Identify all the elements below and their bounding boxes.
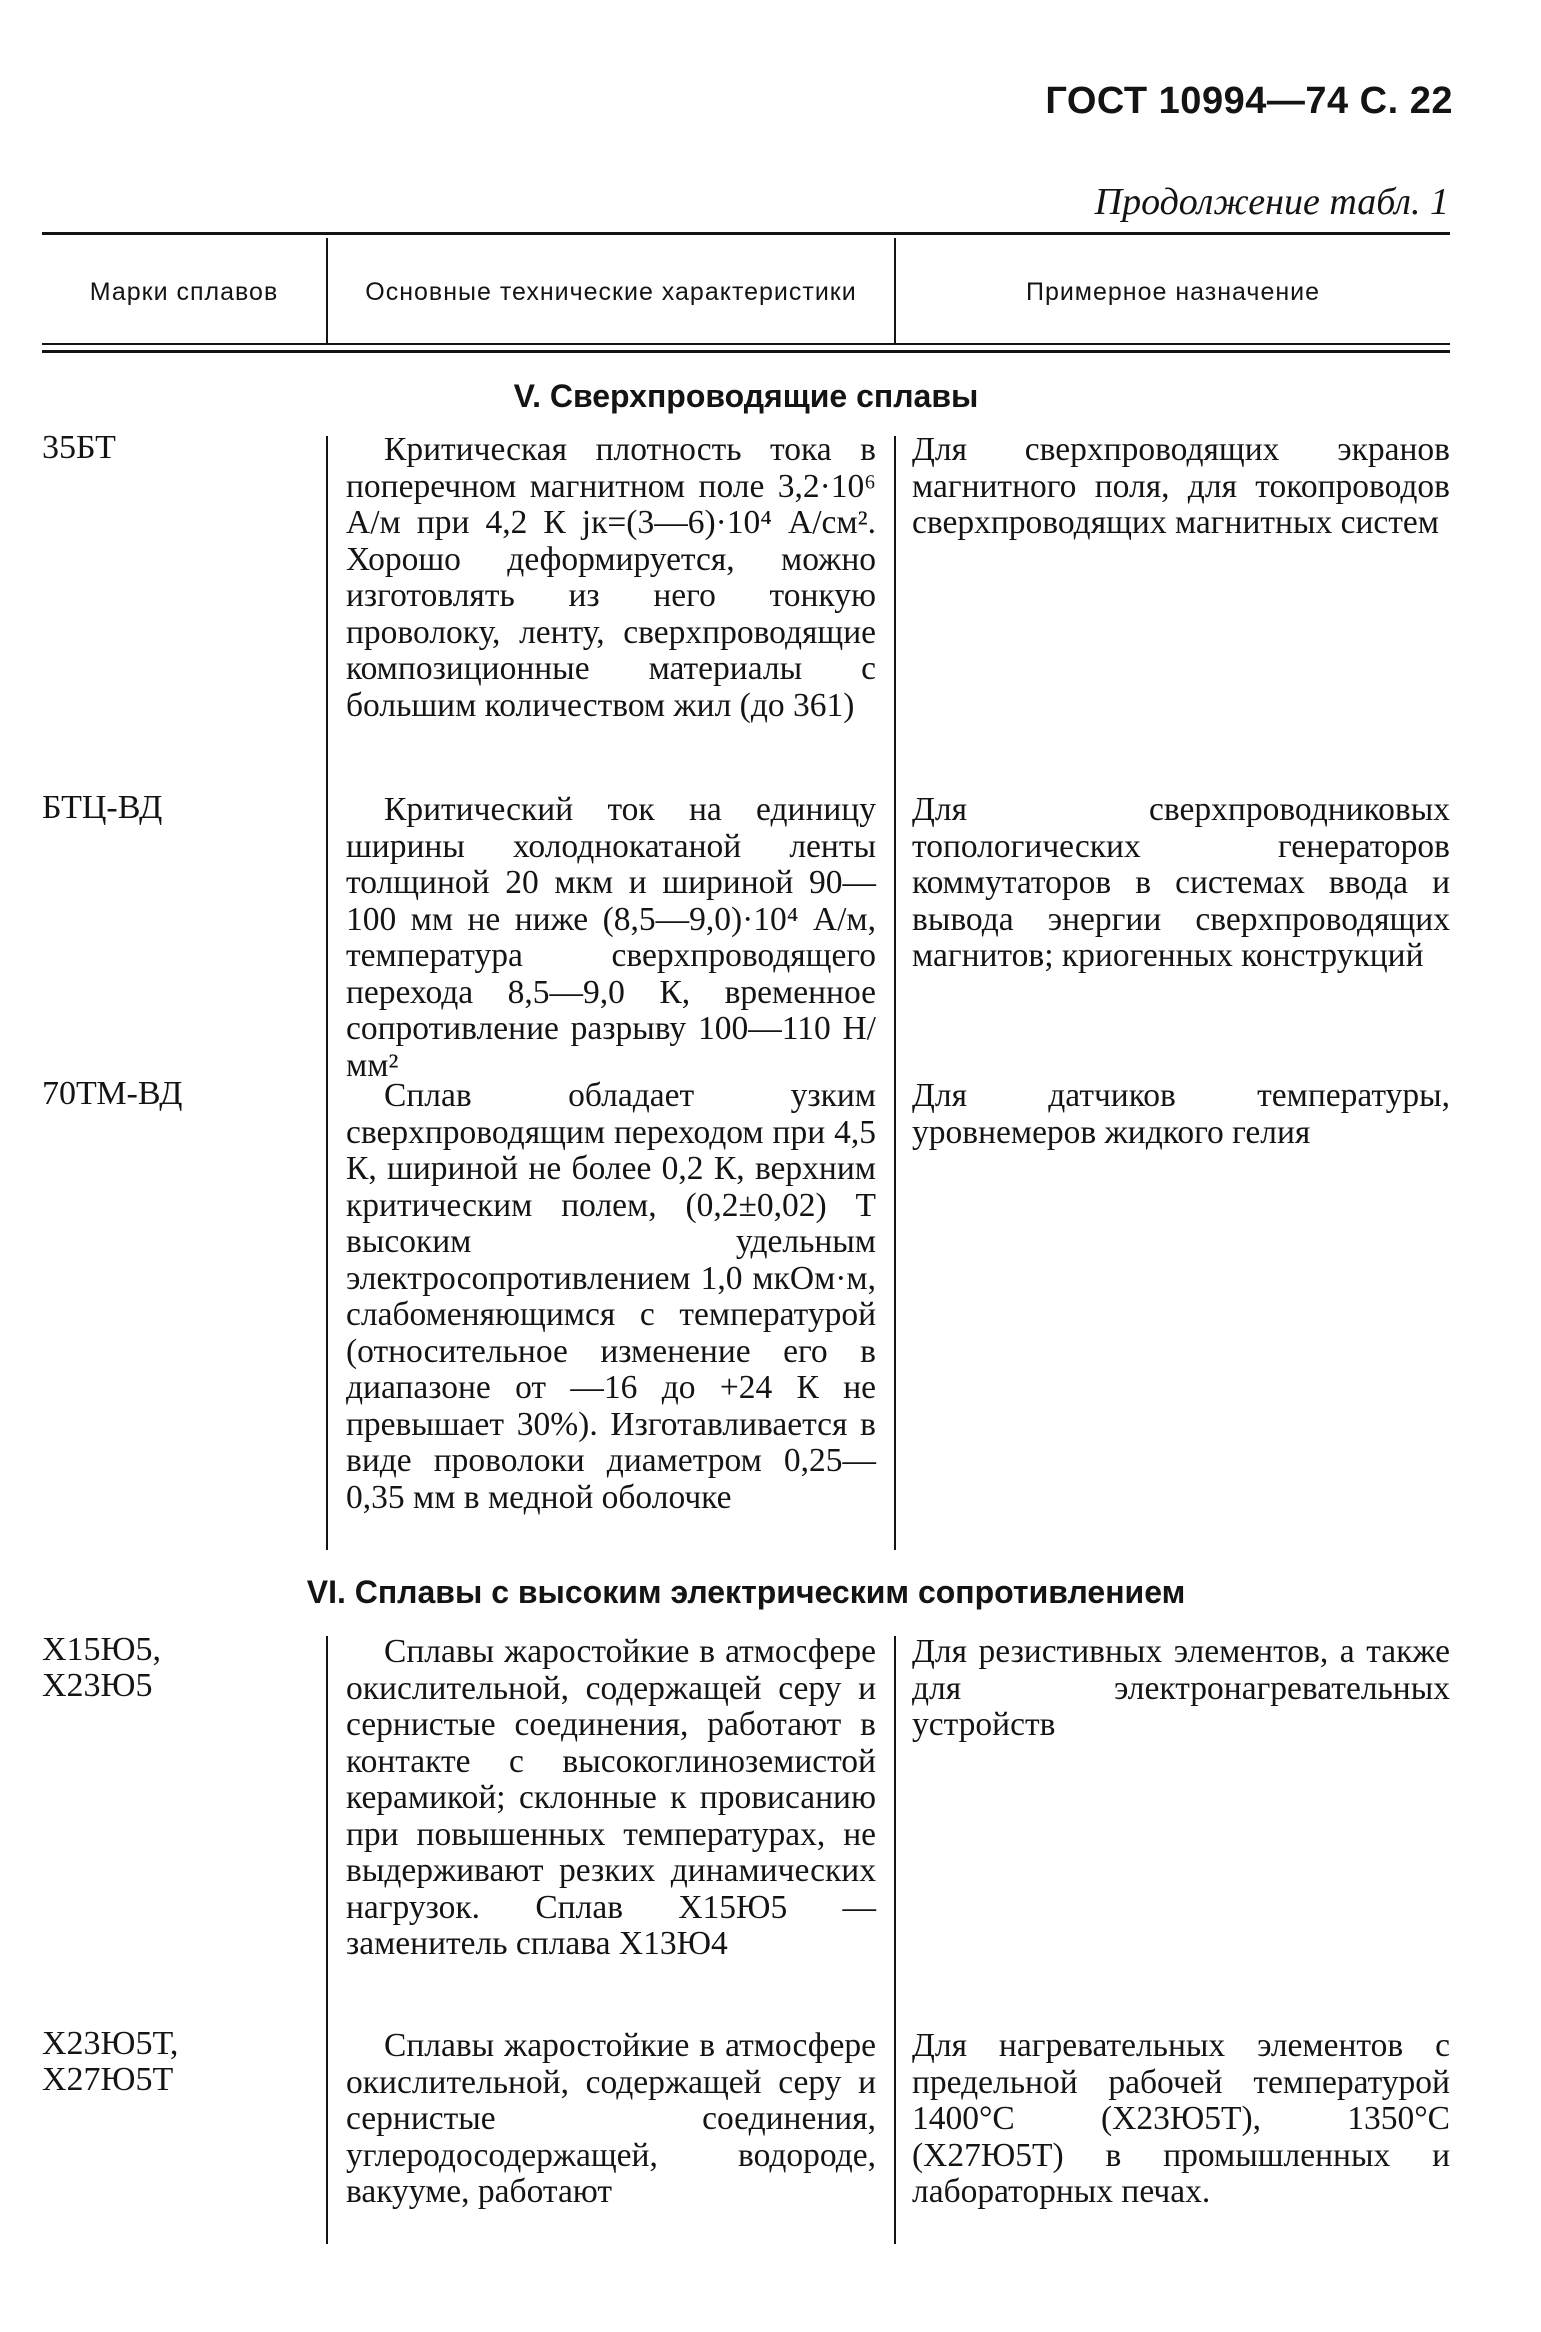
- column-divider-right: [894, 1636, 896, 2244]
- column-header-props: Основные технические характеристики: [365, 278, 857, 306]
- table-continuation-label: Продолжение табл. 1: [1094, 181, 1449, 223]
- alloy-grade: 35БТ: [42, 429, 116, 466]
- table-top-rule: [42, 232, 1450, 235]
- alloy-purpose: Для датчиков температуры, уровнемеров жидкого гелия: [912, 1077, 1450, 1151]
- alloy-properties: Критическая плотность тока в поперечном магнитном поле 3,2·10⁶ А/м при 4,2 К jк=(3—6)·10⁴ А/см². Хорошо деформируется, можно изготовлять из него тонкую проволоку, ленту, сверхпроводящие композиционные материалы с большим количеством жил (до 361): [346, 431, 876, 724]
- alloy-grade: БТЦ-ВД: [42, 789, 163, 826]
- header-divider-right: [894, 238, 896, 343]
- header-bottom-rule-double: [42, 350, 1450, 353]
- alloy-properties: Сплавы жаростойкие в атмосфере окислительной, содержащей серу и сернистые соединения, углеродосодержащей, водороде, вакууме, работают: [346, 2027, 876, 2210]
- alloy-properties: Сплав обладает узким сверхпроводящим переходом при 4,5 К, шириной не более 0,2 К, верхним критическим полем, (0,2±0,02) Т высоким удельным электросопротивлением 1,0 мкОм·м, слабоменяющимся с температурой (относительное изменение его в диапазоне от —16 до +24 К не превышает 30%). Изготавливается в виде проволоки диаметром 0,25—0,35 мм в медной оболочке: [346, 1077, 876, 1516]
- alloy-purpose: Для сверхпроводящих экранов магнитного поля, для токопроводов сверхпроводящих магнитных систем: [912, 431, 1450, 541]
- header-divider-left: [326, 238, 328, 343]
- alloy-grade: 70ТМ-ВД: [42, 1075, 183, 1112]
- column-divider-left: [326, 436, 328, 1550]
- alloy-purpose: Для сверхпроводниковых топологических генераторов коммутаторов в системах ввода и вывода энергии сверхпроводящих магнитов; криогенных конструкций: [912, 791, 1450, 974]
- column-header-use: Примерное назначение: [1025, 278, 1321, 306]
- page-header: ГОСТ 10994—74 С. 22: [1045, 80, 1453, 122]
- alloy-properties: Сплавы жаростойкие в атмосфере окислительной, содержащей серу и сернистые соединения, работают в контакте с высокоглиноземистой керамикой; склонные к провисанию при повышенных температурах, не выдерживают резких динамических нагрузок. Сплав Х15Ю5 — заменитель сплава Х13Ю4: [346, 1633, 876, 1962]
- alloy-grade: Х15Ю5, Х23Ю5: [42, 1631, 161, 1704]
- alloy-grade: Х23Ю5Т, Х27Ю5Т: [42, 2025, 179, 2098]
- section-title-high-resistance: VI. Сплавы с высоким электрическим сопротивлением: [306, 1574, 1186, 1610]
- column-header-grade: Марки сплавов: [89, 278, 279, 306]
- header-bottom-rule: [42, 343, 1450, 345]
- alloy-properties: Критический ток на единицу ширины холоднокатаной ленты толщиной 20 мкм и шириной 90—100 мм не ниже (8,5—9,0)·10⁴ А/м, температура сверхпроводящего перехода 8,5—9,0 К, временное сопротивление разрыву 100—110 Н/мм²: [346, 791, 876, 1084]
- column-divider-left: [326, 1636, 328, 2244]
- alloy-purpose: Для резистивных элементов, а также для электронагревательных устройств: [912, 1633, 1450, 1743]
- alloy-purpose: Для нагревательных элементов с предельной рабочей температурой 1400°С (Х23Ю5Т), 1350°С (Х27Ю5Т) в промышленных и лабораторных печах.: [912, 2027, 1450, 2210]
- section-title-superconducting: V. Сверхпроводящие сплавы: [513, 378, 979, 414]
- column-divider-right: [894, 436, 896, 1550]
